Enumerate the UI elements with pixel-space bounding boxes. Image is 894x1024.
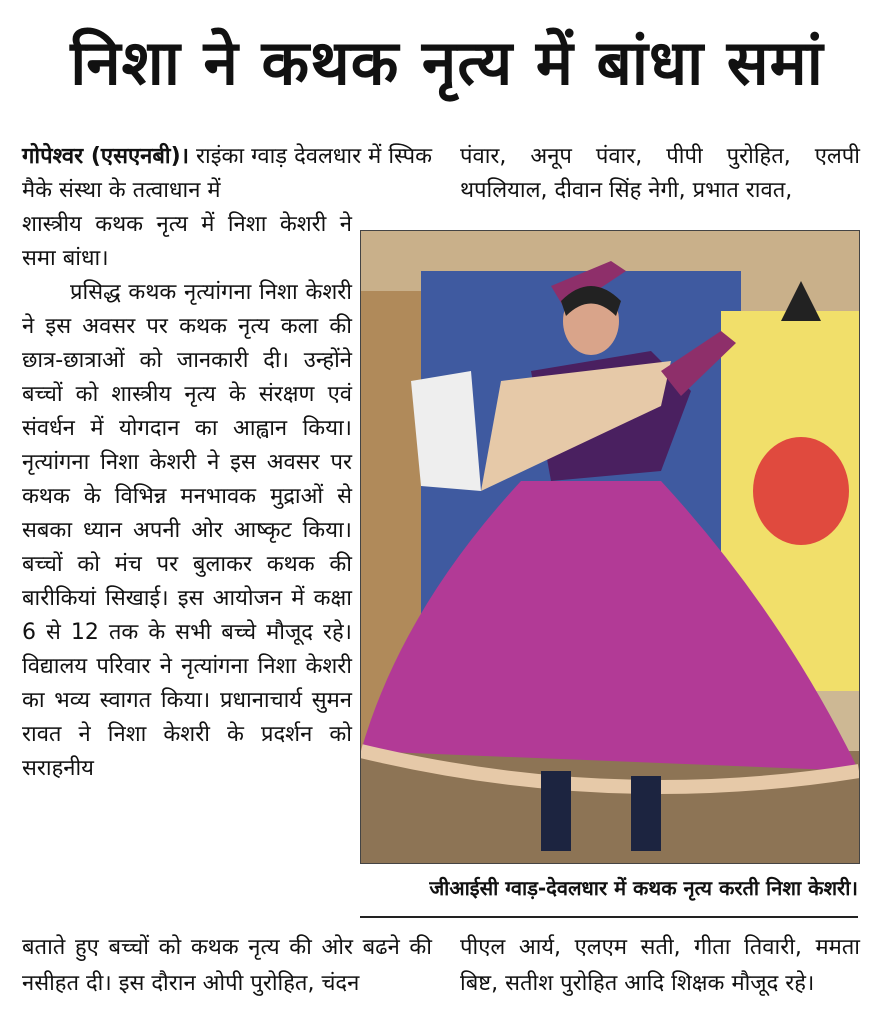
bottom-right-text bbox=[460, 930, 860, 1002]
bottom-left-paragraph: बताते हुए बच्चों को कथक नृत्य की ओर बढने की नसीहत दी। इस दौरान ओपी पुरोहित, चंदन bbox=[22, 935, 432, 996]
right-column-text: पंवार, अनूप पंवार, पीपी पुरोहित, एलपी थपलियाल, दीवान सिंह नेगी, प्रभात रावत, bbox=[460, 144, 860, 203]
body-paragraph: प्रसिद्ध कथक नृत्यांगना निशा केशरी ने इस अवसर पर कथक नृत्य कला की छात्र-छात्राओं को जानकारी दी। उन्होंने बच्चों को शास्त्रीय नृत्य के संरक्षण एवं संवर्धन में योगदान का आह्वान किया। नृत्यांगना निशा केशरी ने इस अवसर पर कथक के विभिन्न मनभावक मुद्राओं से सबका ध्यान अपनी ओर आष्कृट किया। बच्चों को मंच पर बुलाकर कथक की बारीकियां सिखाई। इस आयोजन में कक्षा 6 से 12 तक के सभी बच्चे मौजूद रहे। विद्यालय परिवार ने नृत्यांगना निशा केशरी का भव्य स्वागत किया। प्रधानाचार्य सुमन रावत ने निशा केशरी के प्रदर्शन को सराहनीय bbox=[22, 280, 352, 781]
left-column-body bbox=[22, 208, 352, 786]
bottom-left-text bbox=[22, 930, 432, 1002]
intro-text: राइंका ग्वाड़ देवलधार में स्पिक मैके संस्था के तत्वाधान में bbox=[22, 144, 432, 203]
dateline: गोपेश्वर (एसएनबी)। bbox=[22, 144, 189, 169]
dancer-illustration bbox=[361, 231, 859, 863]
bottom-right-paragraph: पीएल आर्य, एलएम सती, गीता तिवारी, ममता बिष्ट, सतीश पुरोहित आदि शिक्षक मौजूद रहे। bbox=[460, 935, 860, 996]
headline: निशा ने कथक नृत्य में बांधा समां bbox=[70, 26, 824, 99]
intro-continuation: शास्त्रीय कथक नृत्य में निशा केशरी ने समा बांधा। bbox=[22, 212, 352, 271]
left-column-top bbox=[22, 140, 432, 208]
dancer-photo bbox=[360, 230, 860, 864]
caption-divider bbox=[360, 916, 858, 918]
photo-caption: जीआईसी ग्वाड़-देवलधार में कथक नृत्य करती निशा केशरी। bbox=[429, 876, 858, 900]
right-column-top bbox=[460, 140, 860, 208]
